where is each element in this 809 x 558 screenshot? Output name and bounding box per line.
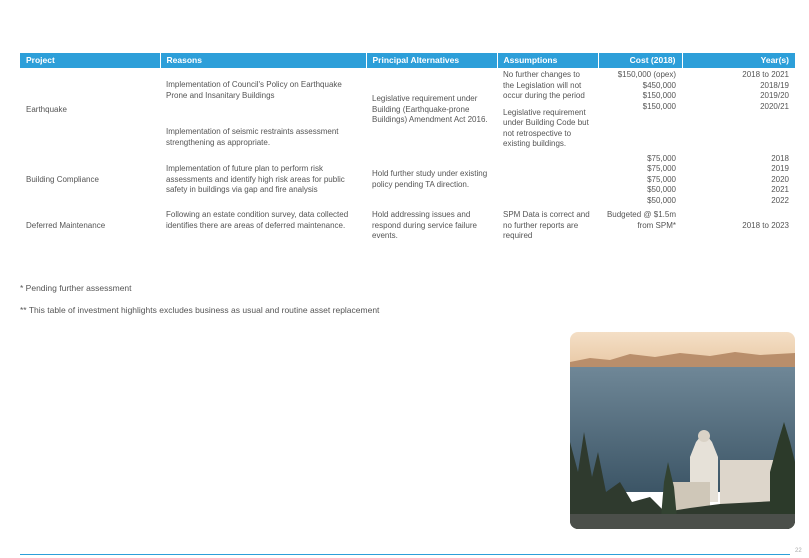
year-value: 2018 to 2021 bbox=[742, 70, 789, 79]
assumptions-cell bbox=[497, 68, 598, 152]
reasons-cell bbox=[160, 68, 366, 152]
table-row bbox=[20, 68, 795, 152]
year-value: 2020/21 bbox=[760, 101, 789, 111]
cost-cell: Budgeted @ $1.5m from SPM* bbox=[606, 210, 676, 230]
cost-value: $50,000 bbox=[647, 195, 676, 205]
alternatives-cell: Hold addressing issues and respond during service failure events. bbox=[372, 210, 477, 240]
cost-cell bbox=[598, 68, 682, 152]
table-row bbox=[20, 208, 795, 244]
assumptions-cell bbox=[497, 152, 598, 209]
project-cell: Deferred Maintenance bbox=[26, 220, 106, 230]
alternatives-cell: Legislative requirement under Building (Earthquake-prone Buildings) Amendment Act 2016. bbox=[372, 94, 488, 124]
table-row bbox=[20, 152, 795, 209]
alternatives-cell: Hold further study under existing policy pending TA direction. bbox=[372, 169, 488, 189]
cost-value: $75,000 bbox=[647, 174, 676, 184]
footnote-pending: * Pending further assessment bbox=[20, 283, 132, 293]
years-cell: 2018 to 2023 bbox=[742, 220, 789, 230]
assumptions-cell: SPM Data is correct and no further reports are required bbox=[503, 210, 590, 240]
cost-value: $150,000 bbox=[642, 91, 676, 100]
year-value: 2020 bbox=[771, 174, 789, 184]
reasons-cell: Implementation of future plan to perform risk assessments and identify high risk areas for public safety in buildings via gap and fire analysis bbox=[166, 164, 345, 194]
footnote-exclusions: ** This table of investment highlights excludes business as usual and routine asset replacement bbox=[20, 305, 380, 315]
cost-value: $75,000 bbox=[647, 153, 676, 163]
cost-cell bbox=[598, 152, 682, 209]
year-value: 2021 bbox=[771, 185, 789, 194]
year-value: 2022 bbox=[771, 195, 789, 205]
years-cell bbox=[682, 152, 795, 209]
project-cell: Building Compliance bbox=[26, 174, 99, 184]
footer-divider bbox=[20, 554, 790, 555]
header-alternatives: Principal Alternatives bbox=[366, 53, 497, 68]
reason-text: Implementation of seismic restraints assessment strengthening as appropriate. bbox=[166, 127, 339, 147]
cost-value: $450,000 bbox=[642, 80, 676, 90]
coastal-town-photo bbox=[570, 332, 795, 529]
table-header-row bbox=[20, 53, 795, 68]
investment-table bbox=[20, 53, 795, 244]
page-number: 22 bbox=[795, 548, 802, 554]
year-value: 2018/19 bbox=[760, 80, 789, 90]
header-years: Year(s) bbox=[682, 53, 795, 68]
cost-value: $150,000 (opex) bbox=[617, 70, 676, 79]
reason-text: Implementation of Council's Policy on Earthquake Prone and Insanitary Buildings bbox=[166, 80, 342, 100]
reasons-cell: Following an estate condition survey, data collected identifies there are areas of deferred maintenance. bbox=[166, 210, 349, 230]
project-cell: Earthquake bbox=[26, 104, 67, 114]
header-project: Project bbox=[20, 53, 160, 68]
cost-value: $50,000 bbox=[647, 185, 676, 194]
year-value: 2018 bbox=[771, 153, 789, 163]
header-assumptions: Assumptions bbox=[497, 53, 598, 68]
assumption-text: No further changes to the Legislation will not occur during the period bbox=[503, 70, 585, 100]
cost-value: $150,000 bbox=[642, 101, 676, 111]
cost-value: $75,000 bbox=[647, 164, 676, 173]
year-value: 2019 bbox=[771, 164, 789, 173]
assumption-text: Legislative requirement under Building Code but not retrospective to existing buildings. bbox=[503, 107, 589, 148]
header-reasons: Reasons bbox=[160, 53, 366, 68]
year-value: 2019/20 bbox=[760, 91, 789, 100]
header-cost: Cost (2018) bbox=[598, 53, 682, 68]
years-cell bbox=[682, 68, 795, 152]
